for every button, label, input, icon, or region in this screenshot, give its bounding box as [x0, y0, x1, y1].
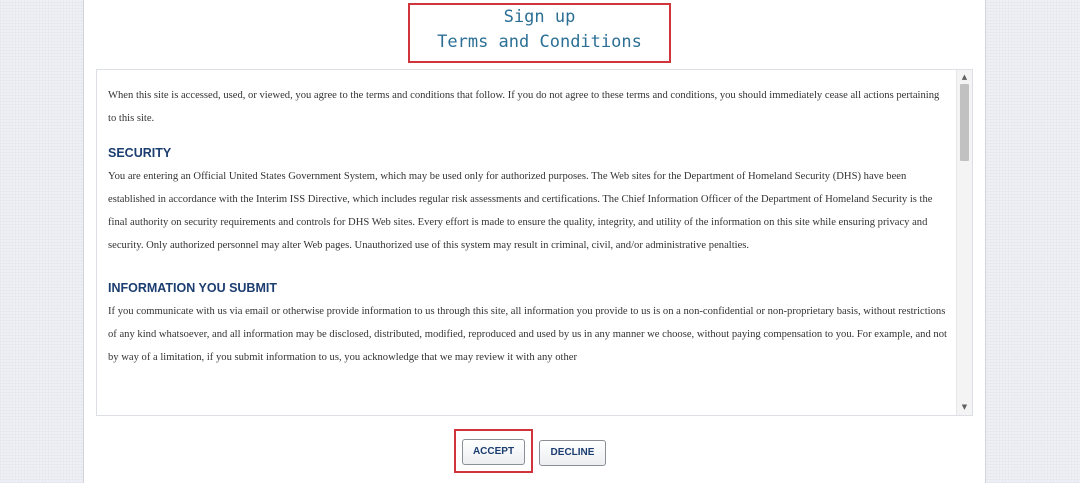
scroll-up-arrow-icon[interactable]: ▲	[961, 73, 968, 81]
vertical-scrollbar[interactable]	[956, 70, 972, 415]
terms-intro: When this site is accessed, used, or viewed, you agree to the terms and conditions that follow. If you do not agree to these terms and conditions, you should immediately cease all actions pertaining to this site.	[108, 90, 940, 124]
section-body-security: You are entering an Official United States Government System, which may be used only for authorized purposes. The Web sites for the Department of Homeland Security (DHS) have been established in accordance with the Interim ISS Directive, which includes regular risk assessments and certifications. The Chief Information Officer of the Department of Homeland Security is the final authority on security requirements and controls for DHS Web sites. Every effort is made to ensure the quality, integrity, and utility of the information on this site while ensuring privacy and security. Only authorized personnel may alter Web pages. Unauthorized use of this system may result in criminal, civil, and/or administrative penalties.	[108, 171, 933, 251]
scroll-down-arrow-icon[interactable]: ▼	[961, 403, 968, 411]
terms-content	[108, 84, 948, 369]
page-subtitle: Terms and Conditions	[437, 32, 642, 52]
section-heading-information: INFORMATION YOU SUBMIT	[108, 281, 277, 295]
page-title: Sign up	[503, 7, 576, 27]
terms-dialog	[83, 0, 986, 483]
scroll-thumb[interactable]	[960, 84, 969, 161]
title-highlight-box	[408, 3, 671, 63]
terms-scroll-area[interactable]	[96, 69, 973, 416]
accept-button[interactable]: ACCEPT	[462, 439, 525, 465]
decline-button[interactable]: DECLINE	[539, 440, 606, 466]
section-body-information: If you communicate with us via email or otherwise provide information to us through this site, all information you provide to us is on a non-confidential or non-proprietary basis, without restrictions of any kind whatsoever, and all information may be disclosed, distributed, modified, reproduced and used by us in any manner we choose, without paying compensation to you. For example, and not by way of a limitation, if you submit information to us, you acknowledge that we may review it with any other	[108, 306, 947, 363]
section-heading-security: SECURITY	[108, 146, 172, 160]
